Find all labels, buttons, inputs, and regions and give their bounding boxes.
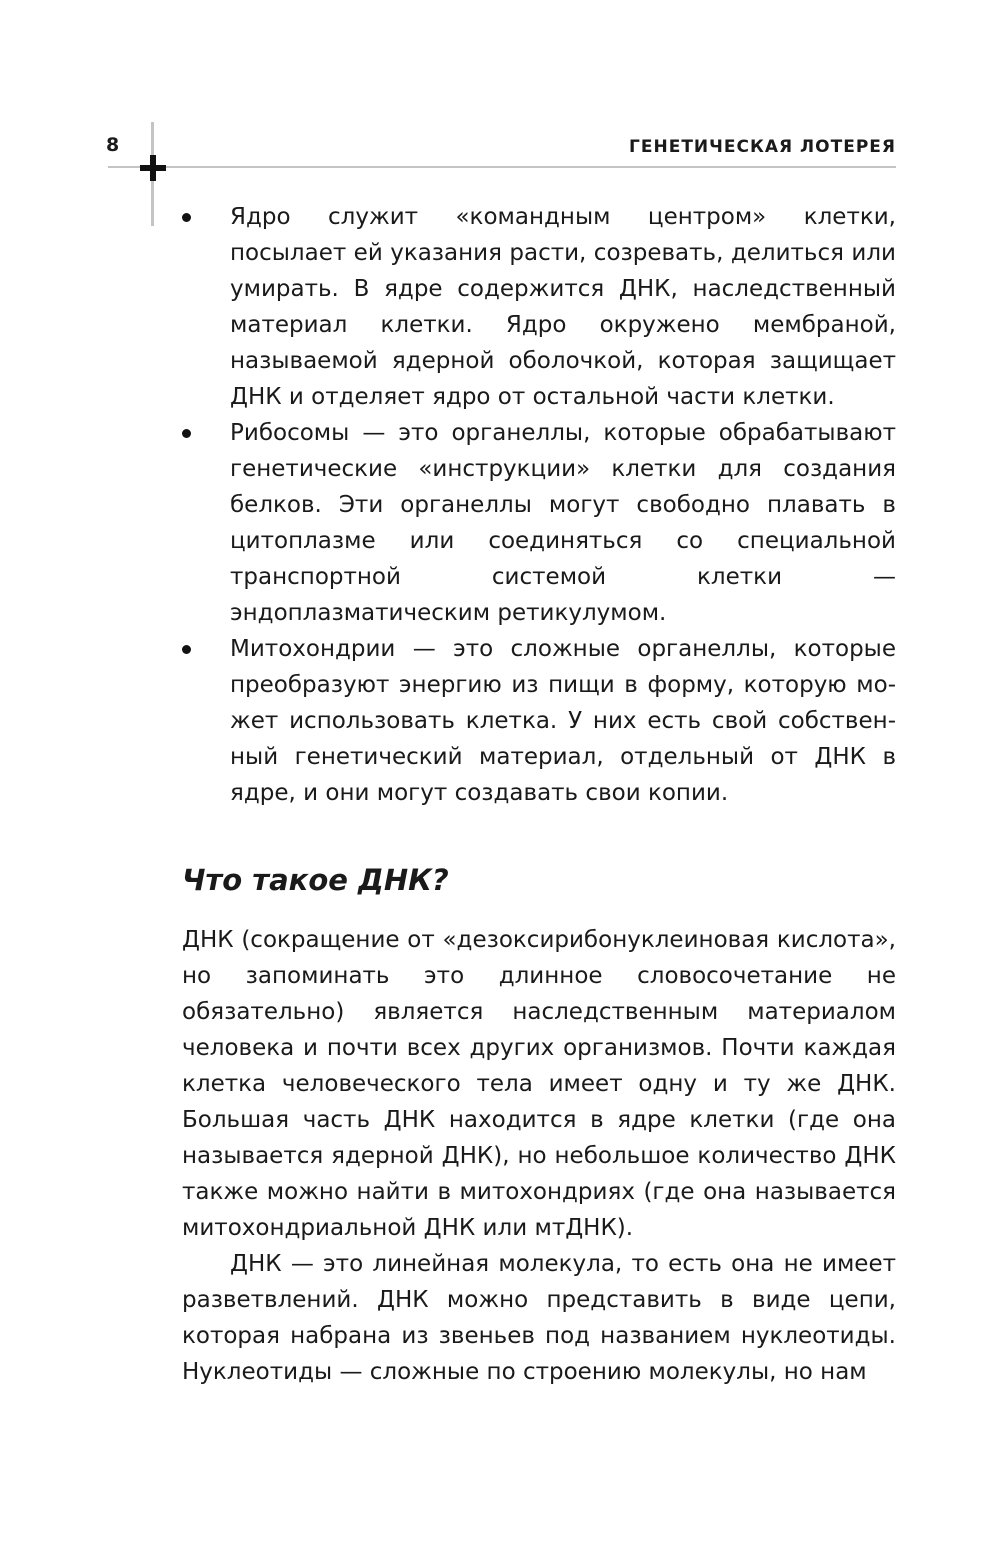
list-item bbox=[182, 415, 896, 631]
paragraph: ДНК — это линейная молекула, то есть она не имеет разветвлений. ДНК можно представить в виде цепи, которая набрана из звеньев под названием нуклеотиды. Нуклеотиды — сложные по строению молекулы, но нам bbox=[182, 1251, 896, 1385]
list-item bbox=[182, 199, 896, 415]
crop-cross-icon bbox=[140, 155, 166, 181]
running-head: ГЕНЕТИЧЕСКАЯ ЛОТЕРЕЯ bbox=[629, 137, 896, 157]
body-text-block bbox=[182, 922, 896, 1390]
bullet-icon bbox=[182, 429, 191, 438]
bullet-list-block bbox=[182, 199, 896, 811]
list-item-text: Рибосомы — это органеллы, которые обрабатывают генетические «инструкции» клетки для создания белков. Эти органеллы могут свободно плавать в цитоплазме или соединяться со специальной транспортной системой клетки — эндоплазматическим ретикулумом. bbox=[230, 420, 896, 626]
list-item-text: Митохондрии — это сложные органеллы, которые преобразуют энергию из пищи в форму, которую может использовать клетка. У них есть свой собственный генетический материал, отдельный от ДНК в ядре, и они могут создавать свои копии. bbox=[230, 636, 896, 806]
bullet-icon bbox=[182, 213, 191, 222]
section-title: Что такое ДНК? bbox=[182, 863, 449, 897]
list-item bbox=[182, 631, 896, 811]
page-number: 8 bbox=[106, 134, 120, 156]
paragraph: ДНК (сокращение от «дезоксирибонуклеиновая кислота», но запоминать это длинное словосочетание не обязательно) является наследственным материалом человека и почти всех других организмов. Почти каждая клетка человеческого тела имеет одну и ту же ДНК. Большая часть ДНК находится в ядре клетки (где она называется ядерной ДНК), но небольшое количество ДНК также можно найти в митохондриях (где она называется митохондриальной ДНК или мтДНК). bbox=[182, 927, 896, 1241]
bullet-icon bbox=[182, 645, 191, 654]
header-rule bbox=[164, 166, 896, 168]
list-item-text: Ядро служит «командным центром» клетки, посылает ей указания расти, созревать, делиться или умирать. В ядре содержится ДНК, наследственный материал клетки. Ядро окружено мембраной, называемой ядерной оболочкой, которая защищает ДНК и отделяет ядро от остальной части клетки. bbox=[230, 204, 896, 410]
bullet-list bbox=[182, 199, 896, 811]
